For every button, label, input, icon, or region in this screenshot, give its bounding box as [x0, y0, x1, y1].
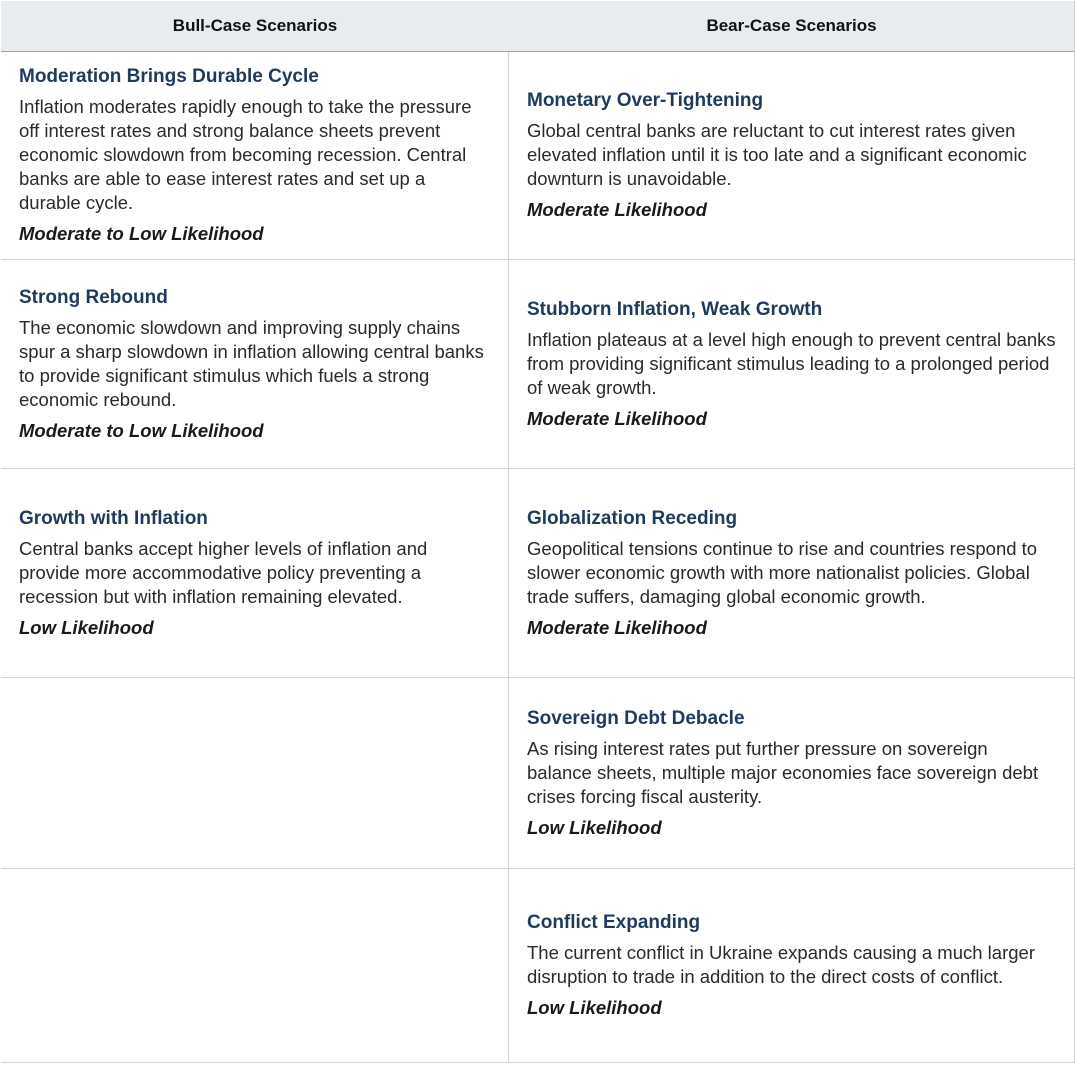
table-row	[1, 678, 1074, 869]
bull-scenario-cell-empty	[1, 678, 509, 868]
table-row	[1, 469, 1074, 678]
scenario-title: Sovereign Debt Debacle	[527, 707, 745, 729]
scenario-description: The economic slowdown and improving supply chains spur a sharp slowdown in inflation allowing central banks to provide significant stimulus which fuels a strong economic rebound.	[19, 316, 484, 410]
scenario-description: Inflation moderates rapidly enough to take the pressure off interest rates and strong balance sheets prevent economic slowdown from becoming recession. Central banks are able to ease interest rates and set up a durable cycle.	[19, 96, 472, 213]
scenario-title: Strong Rebound	[19, 286, 168, 308]
bull-case-header: Bull-Case Scenarios	[172, 16, 338, 35]
table-row	[1, 260, 1074, 469]
scenario-likelihood: Moderate Likelihood	[527, 616, 707, 638]
scenario-description: Central banks accept higher levels of inflation and provide more accommodative policy preventing a recession but with inflation remaining elevated.	[19, 537, 428, 607]
bear-scenario-cell	[509, 52, 1074, 259]
scenario-likelihood: Low Likelihood	[527, 816, 662, 838]
scenario-title: Globalization Receding	[527, 507, 738, 529]
bear-scenario-cell	[509, 469, 1074, 677]
scenario-title: Stubborn Inflation, Weak Growth	[527, 298, 823, 320]
table-row	[1, 869, 1074, 1063]
bull-scenario-cell	[1, 469, 509, 677]
scenario-description: Inflation plateaus at a level high enough to prevent central banks from providing significant stimulus leading to a prolonged period of weak growth.	[527, 328, 1056, 398]
scenario-description: As rising interest rates put further pressure on sovereign balance sheets, multiple major economies face sovereign debt crises forcing fiscal austerity.	[527, 737, 1039, 807]
scenario-title: Moderation Brings Durable Cycle	[19, 66, 319, 87]
table-header	[1, 1, 1074, 52]
bear-scenario-cell	[509, 869, 1074, 1062]
bull-scenario-cell	[1, 260, 509, 468]
scenario-likelihood: Moderate to Low Likelihood	[19, 419, 264, 441]
scenario-title: Conflict Expanding	[527, 912, 701, 933]
scenarios-table	[1, 1, 1075, 1063]
bear-scenario-cell	[509, 678, 1074, 868]
scenario-likelihood: Low Likelihood	[19, 616, 154, 638]
scenario-likelihood: Moderate Likelihood	[527, 407, 707, 429]
bull-scenario-cell	[1, 52, 509, 259]
scenario-description: The current conflict in Ukraine expands causing a much larger disruption to trade in addition to the direct costs of conflict.	[527, 942, 1035, 987]
scenario-likelihood: Moderate to Low Likelihood	[19, 223, 264, 244]
scenario-title: Monetary Over-Tightening	[527, 90, 764, 111]
bear-scenario-cell	[509, 260, 1074, 468]
table-row	[1, 52, 1074, 260]
scenario-description: Geopolitical tensions continue to rise and countries respond to slower economic growth with more nationalist policies. Global trade suffers, damaging global economic growth.	[527, 537, 1038, 607]
scenario-title: Growth with Inflation	[19, 507, 208, 529]
bear-case-header: Bear-Case Scenarios	[706, 16, 877, 35]
scenario-description: Global central banks are reluctant to cut interest rates given elevated inflation until it is too late and a significant economic downturn is unavoidable.	[527, 120, 1027, 189]
scenario-likelihood: Low Likelihood	[527, 997, 662, 1018]
bull-scenario-cell-empty	[1, 869, 509, 1062]
scenario-likelihood: Moderate Likelihood	[527, 199, 707, 220]
